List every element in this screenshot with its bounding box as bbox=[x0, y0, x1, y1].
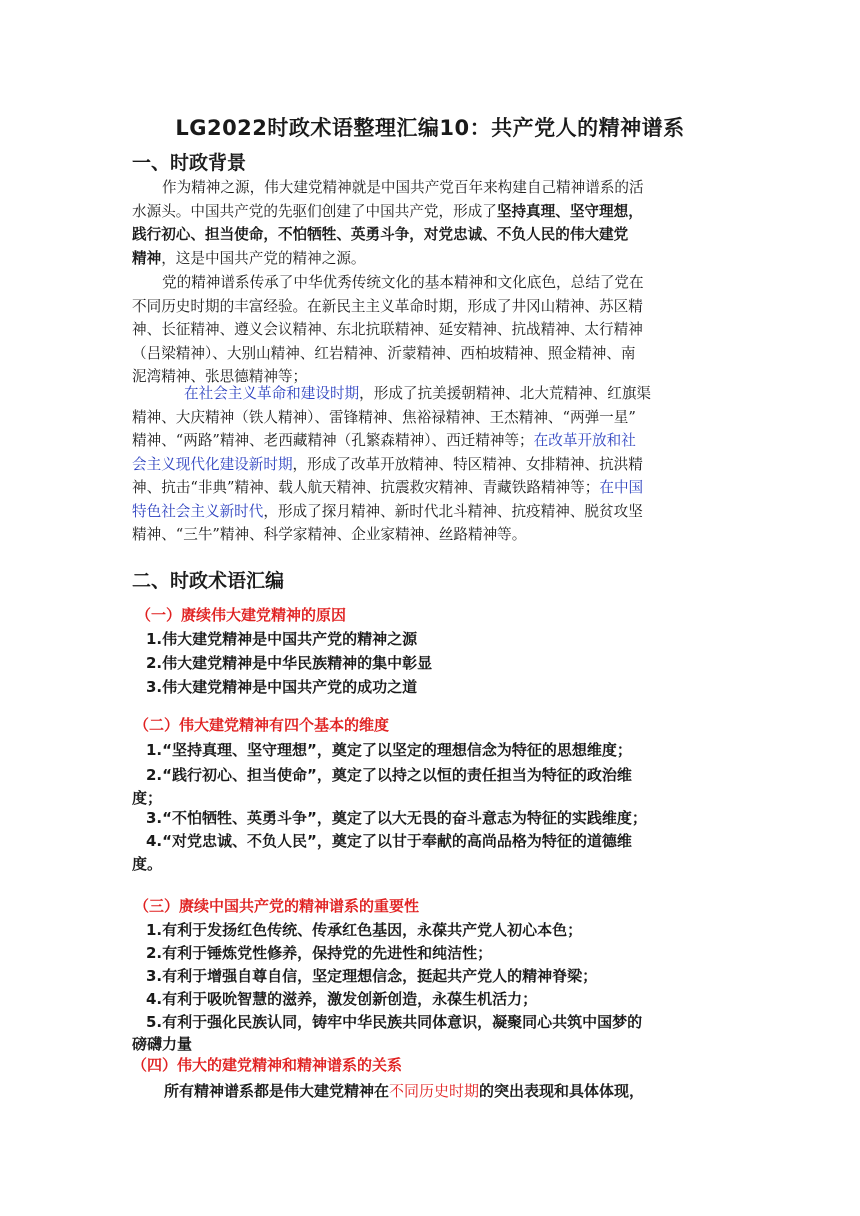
list-item-continued: 磅礴力量 bbox=[132, 1035, 193, 1053]
subheading-importance: （三）赓续中国共产党的精神谱系的重要性 bbox=[134, 897, 420, 915]
text-line: 特色社会主义新时代，形成了探月精神、新时代北斗精神、抗疫精神、脱贫攻坚 bbox=[132, 502, 643, 520]
text-line: 泥湾精神、张思德精神等； bbox=[132, 368, 308, 385]
bold-text-line: 践行初心、担当使命，不怕牺牲、英勇斗争，对党忠诚、不负人民的伟大建党 bbox=[132, 226, 629, 243]
text-line: 精神、“三牛”精神、科学家精神、企业家精神、丝路精神等。 bbox=[132, 526, 527, 543]
text-line: 作为精神之源，伟大建党精神就是中国共产党百年来构建自己精神谱系的活 bbox=[162, 179, 644, 196]
list-item: 4.“对党忠诚、不负人民”，奠定了以甘于奉献的高尚品格为特征的道德维 bbox=[146, 832, 632, 850]
subheading-dimensions: （二）伟大建党精神有四个基本的维度 bbox=[134, 716, 390, 734]
text-line: 精神，这是中国共产党的精神之源。 bbox=[132, 249, 366, 267]
text-line: 会主义现代化建设新时期，形成了改革开放精神、特区精神、女排精神、抗洪精 bbox=[132, 455, 643, 473]
list-item: 5.有利于强化民族认同，铸牢中华民族共同体意识，凝聚同心共筑中国梦的 bbox=[146, 1013, 643, 1031]
paragraph-spirit-periods bbox=[132, 382, 730, 547]
blue-highlight: 在改革开放和社 bbox=[533, 432, 636, 449]
paragraph-spirit-lineage bbox=[132, 271, 730, 389]
subheading-reasons: （一）赓续伟大建党精神的原因 bbox=[136, 606, 347, 624]
text-line: 水源头。中国共产党的先驱们创建了中国共产党，形成了坚持真理、坚守理想， bbox=[132, 202, 643, 220]
list-item: 3.伟大建党精神是中国共产党的成功之道 bbox=[146, 678, 418, 696]
text-line: 党的精神谱系传承了中华优秀传统文化的基本精神和文化底色，总结了党在 bbox=[162, 274, 644, 291]
text-line: （吕梁精神）、大别山精神、红岩精神、沂蒙精神、西柏坡精神、照金精神、南 bbox=[132, 344, 636, 362]
section-heading-background: 一、时政背景 bbox=[132, 152, 247, 174]
text-line: 精神、“两路”精神、老西藏精神（孔繁森精神）、西迁精神等；在改革开放和社 bbox=[132, 432, 636, 449]
list-item: 3.“不怕牺牲、英勇斗争”，奠定了以大无畏的奋斗意志为特征的实践维度； bbox=[146, 809, 647, 827]
paragraph-spirit-source bbox=[132, 176, 730, 270]
blue-highlight: 会主义现代化建设新时期 bbox=[132, 455, 293, 473]
list-item: 1.伟大建党精神是中国共产党的精神之源 bbox=[146, 630, 418, 648]
relationship-text: 所有精神谱系都是伟大建党精神在不同历史时期的突出表现和具体体现， bbox=[164, 1082, 645, 1100]
text-line: 不同历史时期的丰富经验。在新民主主义革命时期，形成了井冈山精神、苏区精 bbox=[132, 297, 643, 315]
list-item: 3.有利于增强自尊自信，坚定理想信念，挺起共产党人的精神脊梁； bbox=[146, 967, 598, 985]
text-line: 精神、大庆精神（铁人精神）、雷锋精神、焦裕禄精神、王杰精神、“两弹一星” bbox=[132, 408, 636, 426]
list-item: 4.有利于吸吮智慧的滋养，激发创新创造，永葆生机活力； bbox=[146, 990, 538, 1008]
bold-text: 坚持真理、坚守理想， bbox=[496, 202, 643, 220]
text-line: 神、长征精神、遵义会议精神、东北抗联精神、延安精神、抗战精神、太行精神 bbox=[132, 321, 643, 338]
list-item: 2.有利于锤炼党性修养，保持党的先进性和纯洁性； bbox=[146, 944, 493, 962]
list-item: 2.伟大建党精神是中华民族精神的集中彰显 bbox=[146, 654, 433, 672]
list-item: 1.“坚持真理、坚守理想”，奠定了以坚定的理想信念为特征的思想维度； bbox=[146, 741, 632, 759]
subheading-relationship: （四）伟大的建党精神和精神谱系的关系 bbox=[132, 1056, 403, 1074]
bold-text: 精神 bbox=[132, 249, 162, 267]
document-title: LG2022时政术语整理汇编10：共产党人的精神谱系 bbox=[175, 116, 685, 140]
blue-highlight: 在中国 bbox=[599, 479, 644, 496]
section-heading-terms: 二、时政术语汇编 bbox=[132, 570, 285, 592]
text-line: 在社会主义革命和建设时期，形成了抗美援朝精神、北大荒精神、红旗渠 bbox=[184, 385, 652, 402]
text-line: 神、抗击“非典”精神、载人航天精神、抗震救灾精神、青藏铁路精神等；在中国 bbox=[132, 479, 644, 496]
blue-highlight: 在社会主义革命和建设时期 bbox=[184, 385, 360, 402]
list-item: 2.“践行初心、担当使命”，奠定了以持之以恒的责任担当为特征的政治维 bbox=[146, 766, 632, 784]
red-highlight: 不同历史时期 bbox=[389, 1082, 480, 1100]
list-item-continued: 度。 bbox=[132, 855, 163, 873]
list-item: 1.有利于发扬红色传统、传承红色基因，永葆共产党人初心本色； bbox=[146, 921, 583, 939]
blue-highlight: 特色社会主义新时代 bbox=[132, 502, 264, 520]
list-item-continued: 度； bbox=[132, 789, 163, 807]
